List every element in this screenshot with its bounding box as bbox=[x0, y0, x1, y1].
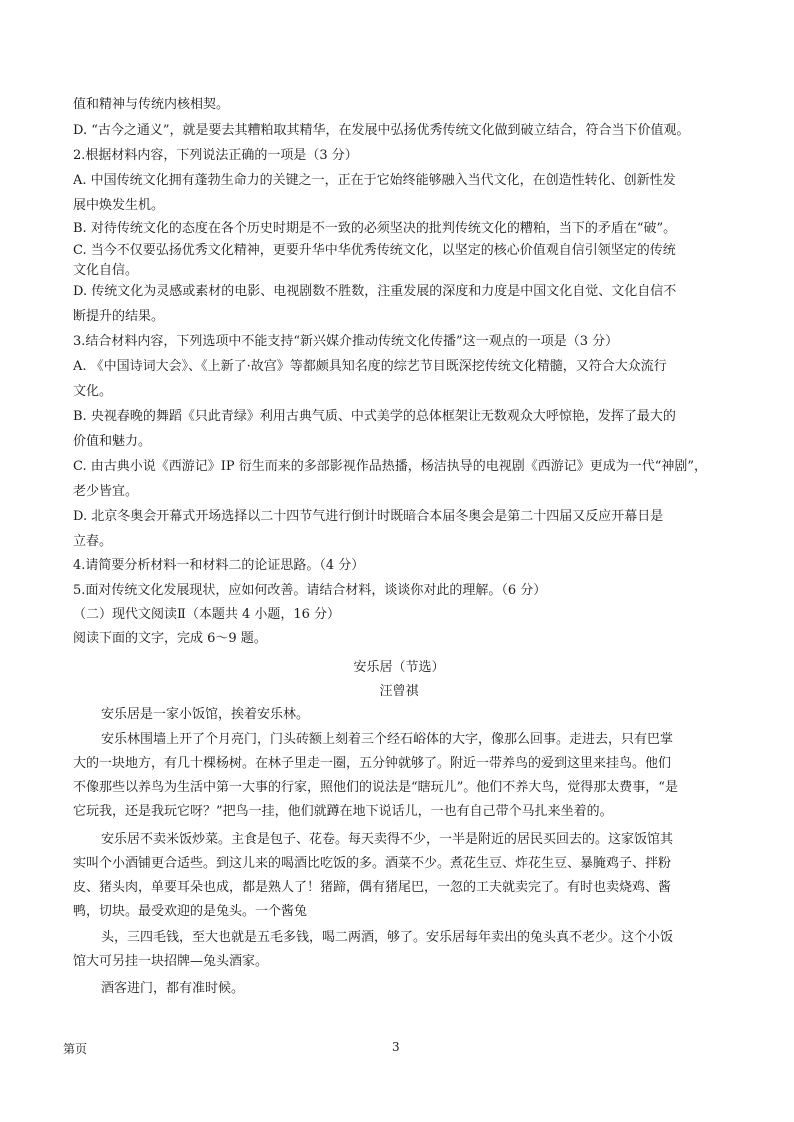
story-line: 它玩我，还是我玩它呀？”把鸟一挂，他们就蹲在地下说话儿，一也有自己带个马扎来坐着的。 bbox=[73, 804, 613, 819]
story-line: 安乐林围墙上开了个月亮门，门头砖额上刻着三个经石峪体的大字，像那么回事。走进去，只有巴掌 bbox=[101, 732, 674, 747]
text-line: D. “古今之通义”，就是要去其糟粕取其精华，在发展中弘扬优秀传统文化做到破立结合，符合当下价值观。 bbox=[73, 123, 690, 138]
story-line: 馆大可另挂一块招牌—兔头酒家。 bbox=[73, 954, 269, 969]
story-line: 安乐居不卖米饭炒菜。主食是包子、花卷。每天卖得不少，一半是附近的居民买回去的。这家饭馆其 bbox=[101, 832, 674, 847]
option-c: C. 由古典小说《西游记》IP 衍生而来的多部影视作品热播，杨洁执导的电视剧《西游记》更成为一代“神剧”， bbox=[73, 459, 708, 474]
option-d: D. 北京冬奥会开幕式开场选择以二十四节气进行倒计时既暗合本届冬奥会是第二十四届又反应开幕日是 bbox=[73, 509, 664, 524]
option-d: D. 传统文化为灵感或素材的电影、电视剧数不胜数，注重发展的深度和力度是中国文化自觉、文化自信不 bbox=[73, 284, 677, 299]
story-line: 大的一块地方，有几十棵杨树。在林子里走一圈，五分钟就够了。附近一带养鸟的爱到这里来挂鸟。他们 bbox=[73, 756, 672, 771]
option-a: A. 《中国诗词大会》、《上新了·故宫》等都颇具知名度的综艺节目既深挖传统文化精髓，又符合大众流行 bbox=[73, 359, 667, 374]
story-author: 汪曾祺 bbox=[379, 684, 419, 699]
story-line: 安乐居是一家小饭馆，挨着安乐林。 bbox=[101, 707, 310, 722]
question-2: 2.根据材料内容，下列说法正确的一项是（3 分） bbox=[73, 148, 358, 163]
text-line: 展中焕发生机。 bbox=[73, 198, 165, 213]
story-line: 实叫个小酒铺更合适些。到这儿来的喝酒比吃饭的多。酒菜不少。煮花生豆、炸花生豆、暴腌鸡子、拌粉 bbox=[73, 856, 672, 871]
option-c: C. 当今不仅要弘扬优秀文化精神，更要升华中华优秀传统文化，以坚定的核心价值观自信引领坚定的传统 bbox=[73, 243, 676, 258]
story-line: 酒客进门，都有准时候。 bbox=[101, 981, 245, 996]
reading-instruction: 阅读下面的文字，完成 6～9 题。 bbox=[73, 631, 267, 646]
question-3: 3.结合材料内容，下列选项中不能支持“新兴媒介推动传统文化传播”这一观点的一项是（3 分） bbox=[73, 334, 619, 349]
story-title: 安乐居（节选） bbox=[353, 660, 445, 675]
text-line: 老少皆宜。 bbox=[73, 484, 139, 499]
text-line: 文化。 bbox=[73, 384, 113, 399]
question-4: 4.请简要分析材料一和材料二的论证思路。（4 分） bbox=[73, 558, 365, 573]
story-line: 不像那些以养鸟为生活中第一大事的行家，照他们的说法是“瞎玩儿”。他们不养大鸟，觉得那太费事，“是 bbox=[73, 780, 678, 795]
section-heading: （二）现代文阅读Ⅱ（本题共 4 小题，16 分） bbox=[73, 607, 341, 622]
story-line: 头，三四毛钱，至大也就是五毛多钱，喝二两酒，够了。安乐居每年卖出的兔头真不老少。这个小饭 bbox=[101, 930, 674, 945]
story-line: 皮、猪头肉，单要耳朵也成，都是熟人了！猪蹄，偶有猪尾巴，一忽的工夫就卖完了。有时也卖烧鸡、酱 bbox=[73, 880, 672, 895]
question-5: 5.面对传统文化发展现状，应如何改善。请结合材料，谈谈你对此的理解。（6 分） bbox=[73, 583, 547, 598]
text-line: 值和精神与传统内核相契。 bbox=[73, 97, 230, 112]
option-b: B. 对待传统文化的态度在各个历史时期是不一致的必须坚决的批判传统文化的糟粕，当下的矛盾在“破”。 bbox=[73, 221, 677, 236]
text-line: 断提升的结果。 bbox=[73, 309, 165, 324]
text-line: 价值和魅力。 bbox=[73, 434, 152, 449]
option-a: A. 中国传统文化拥有蓬勃生命力的关键之一，正在于它始终能够融入当代文化，在创造性转化、创新性发 bbox=[73, 173, 676, 188]
text-line: 立春。 bbox=[73, 534, 113, 549]
story-line: 鸭，切块。最受欢迎的是兔头。一个酱兔 bbox=[73, 904, 308, 919]
text-line: 文化自信。 bbox=[73, 263, 139, 278]
option-b: B. 央视春晚的舞蹈《只此青绿》利用古典气质、中式美学的总体框架让无数观众大呼惊艳，发挥了最大的 bbox=[73, 409, 676, 424]
page-number: 3 bbox=[392, 1040, 400, 1054]
footer-label: 第页 bbox=[63, 1042, 88, 1056]
